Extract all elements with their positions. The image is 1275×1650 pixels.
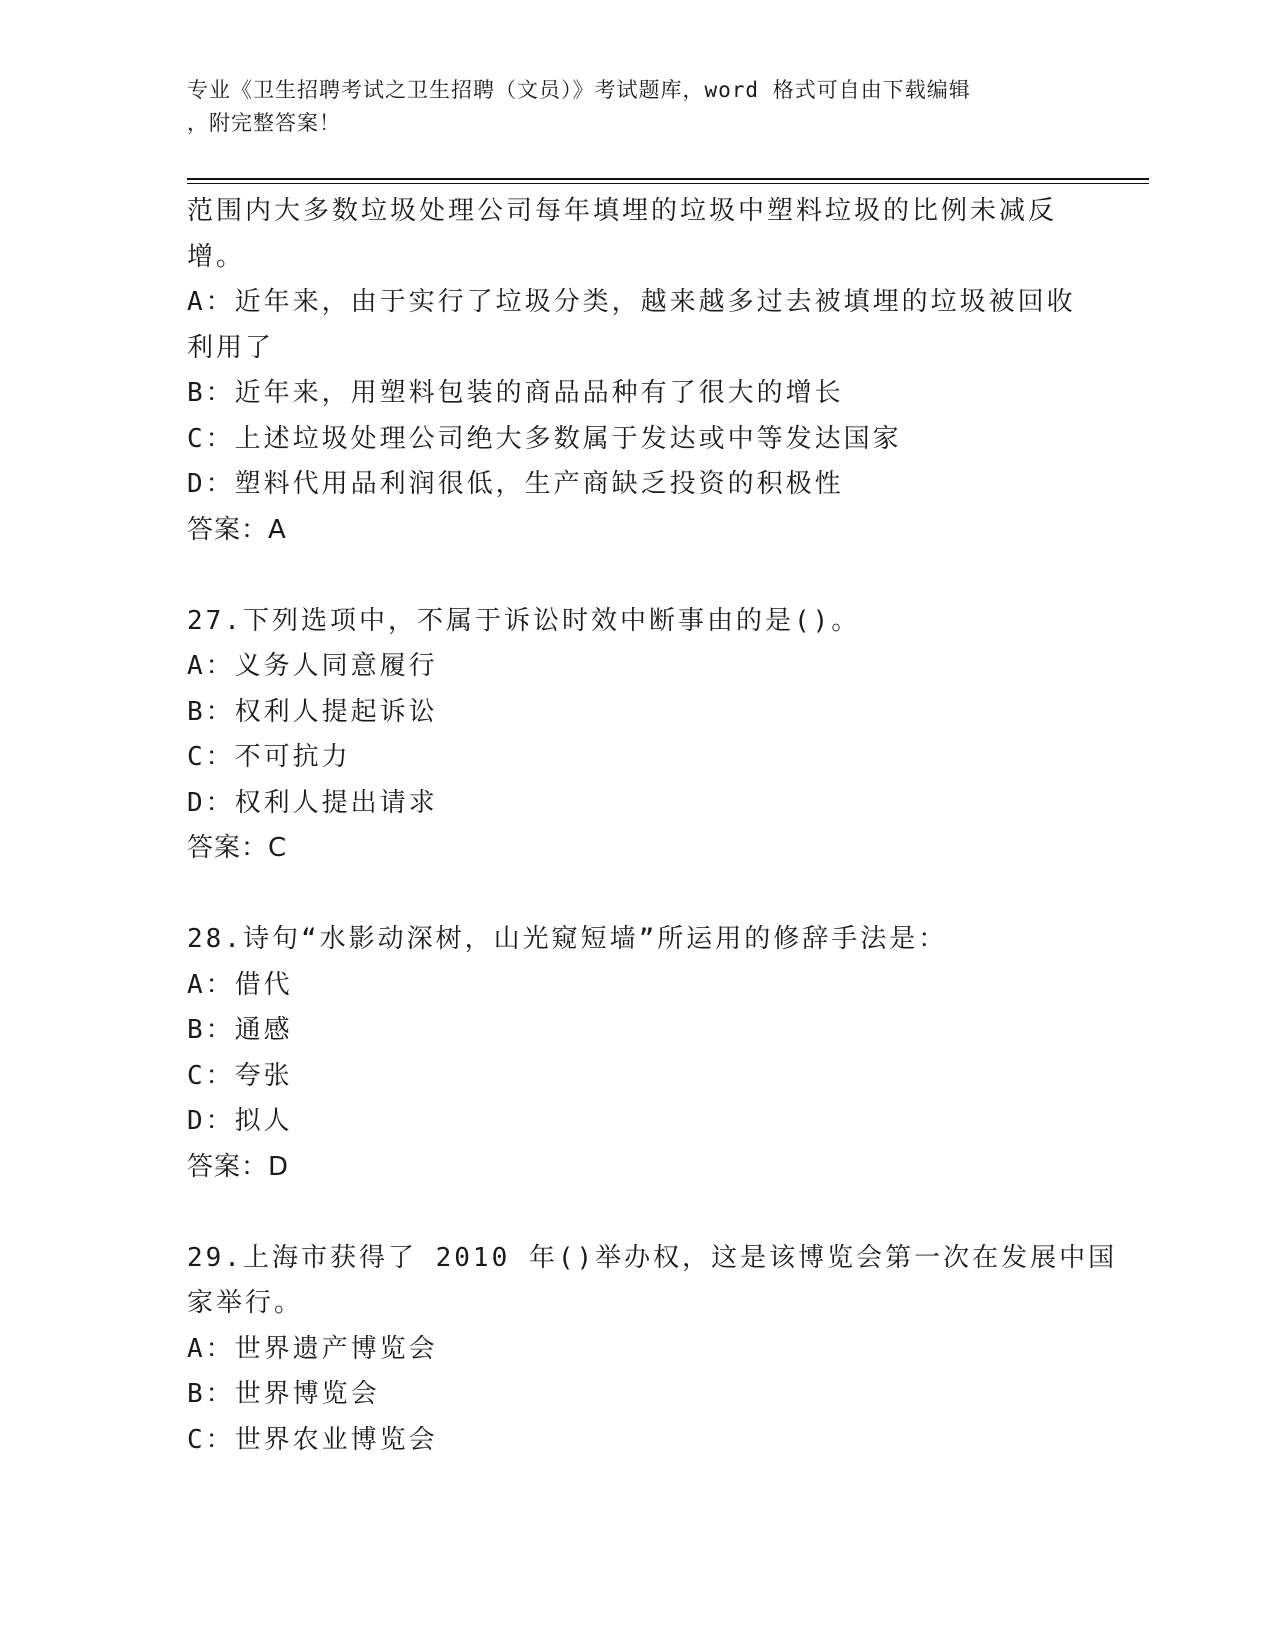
question-stem-line: 增。: [187, 241, 246, 272]
question-28: [187, 917, 1087, 1190]
question-stem-line: 范围内大多数垃圾处理公司每年填埋的垃圾中塑料垃圾的比例未减反: [187, 196, 1058, 226]
answer-line: 答案：D: [187, 1151, 290, 1182]
option-c: C：夸张: [187, 1060, 293, 1091]
question-stem: 28.诗句“水影动深树，山光窥短墙”所运用的修辞手法是：: [187, 924, 948, 954]
question-stem-line: 29.上海市获得了 2010 年()举办权，这是该博览会第一次在发展中国: [187, 1242, 1118, 1273]
option-a: A：借代: [187, 969, 293, 1000]
header-line-2: ，附完整答案！: [187, 111, 341, 135]
header-divider-thin: [187, 183, 1149, 184]
header-divider-thick: [187, 178, 1149, 180]
option-b: B：权利人提起诉讼: [187, 696, 438, 727]
question-list: [187, 189, 1118, 1463]
option-b: B：世界博览会: [187, 1379, 380, 1409]
spacer: [187, 872, 1087, 918]
page-header: [187, 74, 1067, 140]
option-a: A：近年来，由于实行了垃圾分类，越来越多过去被填埋的垃圾被回收: [187, 287, 1076, 317]
option-a: A：世界遗产博览会: [187, 1333, 438, 1364]
question-27: [187, 599, 1087, 872]
question-stem-line: 家举行。: [187, 1288, 304, 1318]
question-26: [187, 189, 1087, 553]
option-a: A：义务人同意履行: [187, 651, 438, 681]
header-line-1: 专业《卫生招聘考试之卫生招聘（文员）》考试题库，word 格式可自由下载编辑: [187, 78, 971, 102]
option-b: B：通感: [187, 1015, 293, 1045]
spacer: [187, 1190, 1087, 1236]
spacer: [187, 553, 1087, 599]
option-b: B：近年来，用塑料包装的商品品种有了很大的增长: [187, 378, 844, 408]
answer-line: 答案：A: [187, 514, 287, 545]
option-d: D：拟人: [187, 1106, 293, 1136]
option-c: C：世界农业博览会: [187, 1424, 438, 1455]
option-d: D：塑料代用品利润很低，生产商缺乏投资的积极性: [187, 469, 844, 499]
question-stem: 27.下列选项中，不属于诉讼时效中断事由的是()。: [187, 605, 861, 636]
question-29: [187, 1236, 1118, 1464]
option-d: D：权利人提出请求: [187, 787, 438, 818]
option-c: C：上述垃圾处理公司绝大多数属于发达或中等发达国家: [187, 423, 902, 454]
option-c: C：不可抗力: [187, 742, 351, 772]
answer-line: 答案：C: [187, 833, 288, 863]
option-a-continued: 利用了: [187, 332, 275, 363]
